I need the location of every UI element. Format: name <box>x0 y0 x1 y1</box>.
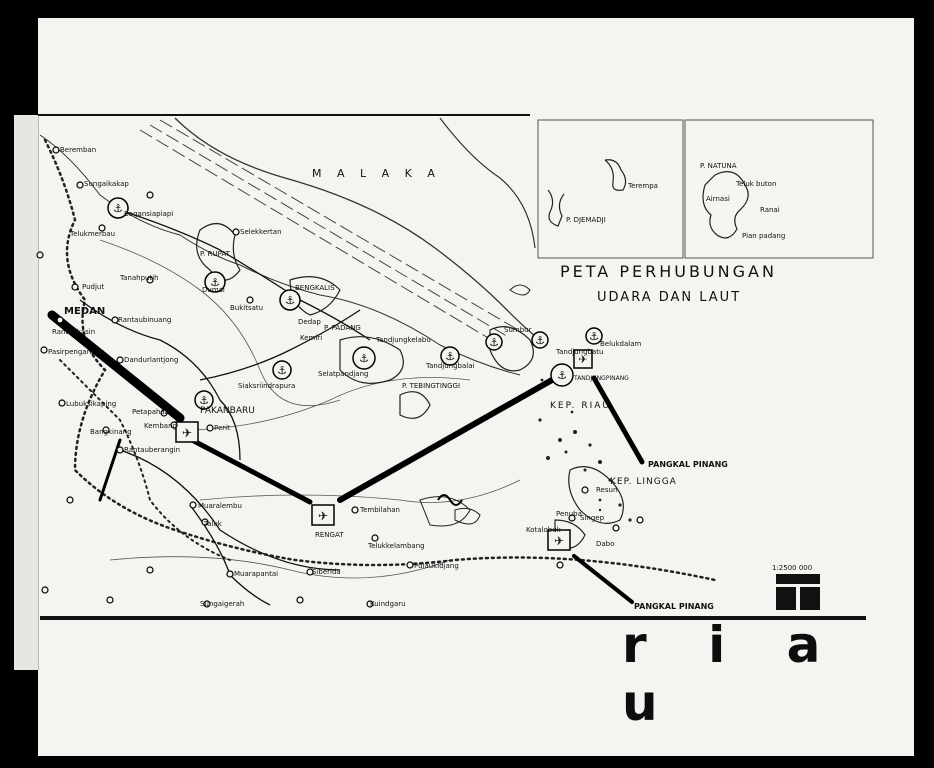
svg-text:⚓: ⚓ <box>445 350 455 363</box>
town-label: Siberida <box>312 568 341 576</box>
town-label: Petapahan <box>132 408 170 416</box>
svg-text:⚓: ⚓ <box>277 364 287 377</box>
town-label: Pasirpengaraian <box>48 348 105 356</box>
town-label: Telukmerbau <box>70 230 116 238</box>
town-label: Telukkelambang <box>368 542 425 550</box>
town-label: Taluk <box>204 520 222 528</box>
svg-text:✈: ✈ <box>317 509 329 523</box>
town-label: Dedap <box>298 318 321 326</box>
town-label: Tembilahan <box>360 506 400 514</box>
province-name: r i a u <box>622 616 843 732</box>
region-kep-lingga: KEP. LINGGA <box>610 477 677 487</box>
island-padang: P. PADANG <box>324 324 361 332</box>
town-label: Penuba <box>556 510 582 518</box>
map-scale: 1:2500 000 <box>772 564 813 572</box>
town-label: Perit <box>214 424 230 432</box>
town-label: Selekkertan <box>240 228 282 236</box>
town-label: Kuindgaru <box>370 600 406 608</box>
town-label: Sumbur <box>504 326 532 334</box>
inset-town: Airnasi <box>706 195 730 203</box>
city-pakanbaru: PAKANBARU <box>200 406 255 416</box>
town-label: Dumai <box>202 286 225 294</box>
town-label: Muarapantai <box>234 570 279 578</box>
island-rupat: P. RUPAT <box>200 250 230 258</box>
svg-text:⚓: ⚓ <box>489 336 499 349</box>
svg-text:⚓: ⚓ <box>557 369 567 382</box>
town-label: Rantaukasin <box>52 328 96 336</box>
town-label: Pulaukidjang <box>414 562 459 570</box>
town-label: Dandurlantjong <box>124 356 179 364</box>
town-label: Tandjungbalai <box>426 362 475 370</box>
town-label: Pudjut <box>82 283 105 291</box>
town-label: Rantauberangin <box>124 446 181 454</box>
svg-text:⚓: ⚓ <box>359 352 369 365</box>
svg-text:⚓: ⚓ <box>113 202 123 215</box>
city-pangkal-pinang: PANGKAL PINANG <box>648 460 728 469</box>
town-label: Lubuksikaping <box>66 400 117 408</box>
map-subtitle: UDARA DAN LAUT <box>597 290 742 305</box>
town-label: Sungaigerah <box>200 600 245 608</box>
town-label: Tandjungbatu <box>556 348 604 356</box>
town-label: Tandjungkelabu <box>376 336 431 344</box>
town-label: Kemiri <box>300 334 323 342</box>
town-label: Bagansiapiapi <box>124 210 174 218</box>
inset-town: Teluk buton <box>736 180 777 188</box>
city-medan: MEDAN <box>64 306 106 317</box>
town-label: Bukitsatu <box>230 304 264 312</box>
inset-label: P. NATUNA <box>700 162 737 170</box>
svg-text:⚓: ⚓ <box>589 330 599 343</box>
town-label: Rantaubinuang <box>118 316 172 324</box>
town-label: Kembang <box>144 422 177 430</box>
island-tebingtinggi: P. TEBINGTINGGI <box>402 382 461 390</box>
city-pangkal-pinang: PANGKAL PINANG <box>634 602 714 611</box>
town-label: Selatpandjang <box>318 370 369 378</box>
inset-town: Terempa <box>628 182 658 190</box>
town-label: Kotalobuk <box>526 526 561 534</box>
svg-text:⚓: ⚓ <box>210 276 220 289</box>
city-bengkalis: BENGKALIS <box>295 284 335 292</box>
inset-town: Ranai <box>760 206 780 214</box>
town-label: Sungaikakap <box>84 180 129 188</box>
region-kep-riau: KEP. RIAU <box>550 401 611 411</box>
town-label: Resun <box>596 486 618 494</box>
town-label: Dabo <box>596 540 615 548</box>
town-label: Belukdalam <box>600 340 642 348</box>
town-label: Siaksriindrapura <box>238 382 296 390</box>
map-title: PETA PERHUBUNGAN <box>560 262 777 281</box>
town-label: Muaralembu <box>198 502 242 510</box>
town-label: Singep <box>580 514 605 522</box>
svg-text:⚓: ⚓ <box>535 334 545 347</box>
svg-text:✈: ✈ <box>553 534 565 548</box>
svg-text:✈: ✈ <box>578 353 588 366</box>
inset-town: Pian padang <box>742 232 786 240</box>
town-label: Beremban <box>60 146 97 154</box>
town-label: Bangkinang <box>90 428 132 436</box>
city-rengat: RENGAT <box>315 531 344 539</box>
city-tandjungpinang: TANDJUNGPINANG <box>574 375 629 382</box>
sea-label: M A L A K A <box>312 167 441 180</box>
inset-label: P. DJEMADJI <box>566 216 606 224</box>
svg-text:⚓: ⚓ <box>285 294 295 307</box>
town-label: Tanahputih <box>120 274 159 282</box>
svg-text:✈: ✈ <box>181 426 193 440</box>
svg-text:⚓: ⚓ <box>199 394 209 407</box>
